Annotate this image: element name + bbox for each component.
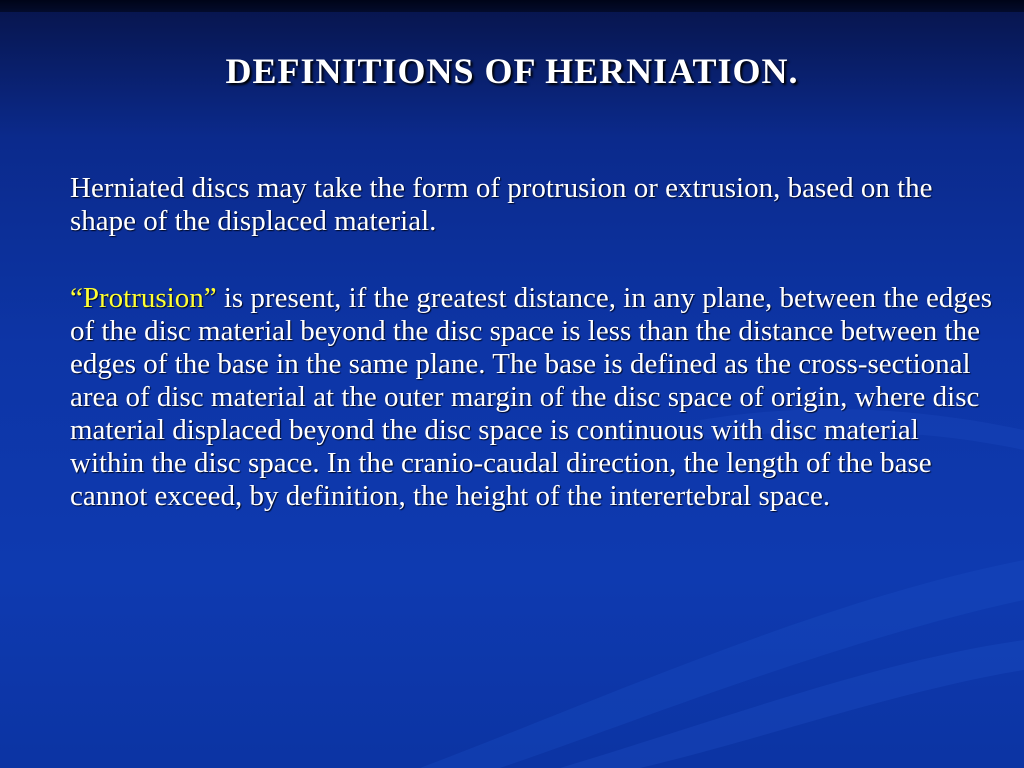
- protrusion-term: “Protrusion”: [70, 282, 217, 314]
- slide-title: DEFINITIONS OF HERNIATION.: [225, 51, 799, 91]
- top-dark-band: [0, 0, 1024, 12]
- paragraph-herniated-discs: Herniated discs may take the form of protrusion or extrusion, based on the shape of the displaced material.: [70, 172, 933, 237]
- paragraph-protrusion-definition: [70, 282, 1000, 513]
- slide-body: [70, 172, 1000, 557]
- protrusion-description: is present, if the greatest distance, in any plane, between the edges of the disc material beyond the disc space is less than the distance between the edges of the base in the same plane. The base is defined as the cross-sectional area of disc material at the outer margin of the disc space of origin, where disc material displaced beyond the disc space is continuous with disc material within the disc space. In the cranio-caudal direction, the length of the base cannot exceed, by definition, the height of the interertebral space.: [70, 282, 993, 512]
